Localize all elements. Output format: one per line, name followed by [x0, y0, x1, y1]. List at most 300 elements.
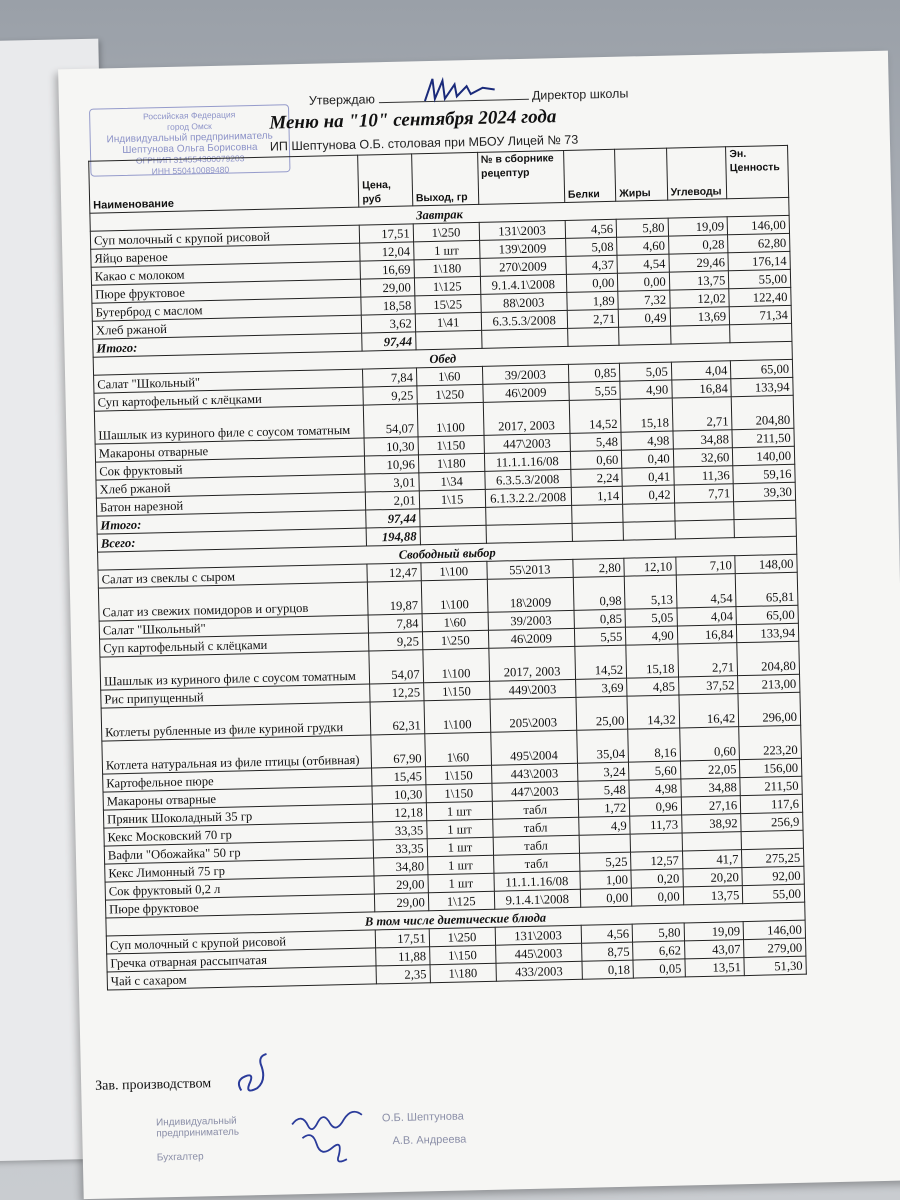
empty-cell [567, 327, 619, 346]
cell-fat: 12,57 [631, 851, 683, 870]
cell-carbs: 19,09 [684, 922, 744, 941]
cell-carbs: 2,71 [672, 397, 732, 431]
cell-output: 1\250 [429, 927, 495, 946]
cell-fat: 0,40 [622, 449, 674, 468]
col-header-output: Выход, гр [411, 152, 478, 205]
col-header-recipe: № в сборнике рецептур [477, 150, 565, 204]
col-header-name: Наименование [89, 155, 359, 213]
col-header-protein: Белки [563, 149, 616, 202]
cell-output: 1\60 [422, 612, 488, 631]
cell-carbs: 16,84 [671, 379, 731, 398]
accountant-label: Бухгалтер [156, 1151, 204, 1164]
cell-recipe: 495\2004 [490, 730, 577, 765]
section-title: Свободный выбор [98, 536, 797, 570]
cell-carbs: 13,75 [683, 886, 743, 905]
cell-name: Хлеб ржаной [92, 315, 362, 339]
empty-cell [734, 518, 796, 537]
empty-cell [572, 504, 624, 523]
cell-output: 1\150 [423, 681, 489, 700]
cell-recipe: табл [493, 853, 580, 873]
empty-cell [674, 502, 734, 521]
cell-fat: 0,49 [618, 308, 670, 327]
cell-name: Котлета натуральная из филе птицы (отбивная) [102, 735, 372, 774]
cell-price: 7,84 [368, 614, 422, 633]
cell-energy: 140,00 [733, 446, 795, 465]
cell-recipe: 131\2003 [479, 220, 566, 240]
cell-recipe: 433/2003 [496, 961, 583, 981]
cell-protein: 4,9 [579, 816, 631, 835]
cell-output: 1\100 [423, 648, 490, 682]
cell-recipe: 11.1.1.16/08 [493, 871, 580, 891]
cell-output: 1\150 [426, 783, 492, 802]
cell-energy: 133,94 [731, 377, 793, 396]
cell-energy: 65,81 [735, 572, 797, 606]
cell-name: Макароны отварные [103, 786, 373, 810]
cell-name: Салат из свежих помидоров и огурцов [98, 582, 368, 621]
cell-recipe: 449\2003 [489, 679, 576, 699]
cell-output: 1\41 [415, 312, 481, 331]
cell-name: Салат "Школьный" [94, 369, 364, 393]
cell-recipe: табл [492, 817, 579, 837]
cell-price: 7,84 [363, 368, 417, 387]
cell-recipe: табл [492, 799, 579, 819]
empty-cell [481, 328, 568, 348]
cell-protein: 1,00 [580, 870, 632, 889]
cell-fat: 15,18 [626, 644, 678, 678]
cell-recipe: 2017, 2003 [483, 400, 570, 435]
production-head-signature [230, 1049, 291, 1100]
cell-protein: 0,00 [580, 888, 632, 907]
cell-carbs: 34,88 [681, 778, 741, 797]
cell-price: 33,35 [373, 839, 427, 858]
cell-energy: 211,50 [732, 428, 794, 447]
ip-label: Индивидуальный предприниматель [155, 1115, 240, 1140]
cell-recipe: 447\2003 [484, 433, 571, 453]
cell-protein: 4,37 [566, 255, 618, 274]
cell-energy: 65,00 [736, 605, 798, 624]
cell-energy: 256,9 [741, 812, 803, 831]
page-title: Меню на "10" сентября 2024 года [269, 106, 557, 134]
col-header-energy: Эн. Ценность [726, 145, 789, 198]
empty-cell [675, 520, 735, 539]
ip-signature [281, 1092, 383, 1169]
cell-price: 10,96 [365, 455, 419, 474]
cell-energy: 71,34 [729, 305, 791, 324]
cell-protein: 14,52 [569, 399, 621, 433]
cell-fat: 7,32 [618, 290, 670, 309]
cell-price: 11,88 [376, 947, 430, 966]
cell-name: Хлеб ржаной [96, 474, 366, 498]
cell-fat: 5,13 [625, 575, 677, 609]
cell-price: 3,01 [365, 473, 419, 492]
cell-price: 29,00 [374, 875, 428, 894]
cell-carbs: 0,28 [668, 235, 728, 254]
empty-cell [485, 505, 572, 525]
cell-recipe: 270\2009 [480, 256, 567, 276]
cell-energy: 65,00 [731, 359, 793, 378]
cell-fat: 0,42 [622, 485, 674, 504]
cell-price: 62,31 [370, 701, 424, 735]
empty-cell [623, 521, 675, 540]
cell-output: 1\250 [422, 630, 488, 649]
cell-fat: 4,60 [617, 236, 669, 255]
cell-carbs: 29,46 [669, 253, 729, 272]
cell-protein: 2,80 [573, 558, 625, 577]
cell-price: 2,01 [366, 491, 420, 510]
cell-fat: 12,10 [624, 557, 676, 576]
cell-recipe: 9.1.4.1\2008 [494, 889, 581, 909]
cell-fat: 5,80 [616, 218, 668, 237]
cell-output: 1\150 [425, 765, 491, 784]
cell-energy: 211,50 [740, 776, 802, 795]
cell-fat: 0,00 [632, 887, 684, 906]
cell-output: 1\125 [414, 276, 480, 295]
section-title: Завтрак [90, 197, 789, 231]
approve-label: Утверждаю [308, 92, 376, 108]
cell-carbs: 27,16 [681, 796, 741, 815]
cell-carbs: 22,05 [680, 760, 740, 779]
cell-energy: 92,00 [742, 866, 804, 885]
cell-output: 1\100 [421, 561, 487, 580]
cell-name: Суп картофельный с клёцками [94, 387, 364, 411]
cell-protein: 8,75 [581, 942, 633, 961]
cell-recipe: 88\2003 [480, 292, 567, 312]
cell-price: 12,18 [373, 803, 427, 822]
cell-fat: 15,18 [621, 398, 673, 432]
director-label: Директор школы [531, 86, 629, 103]
cell-protein: 0,18 [582, 960, 634, 979]
cell-protein: 5,08 [565, 237, 617, 256]
cell-carbs: 4,04 [677, 607, 737, 626]
cell-protein: 5,48 [578, 780, 630, 799]
cell-name: Шашлык из куриного филе с соусом томатным [94, 405, 364, 444]
cell-energy: 279,00 [744, 938, 806, 957]
cell-fat: 0,41 [622, 467, 674, 486]
cell-carbs: 12,02 [669, 289, 729, 308]
cell-recipe: 6.3.5.3/2008 [484, 469, 571, 489]
cell-protein: 5,55 [569, 381, 621, 400]
cell-recipe: 46\2009 [482, 382, 569, 402]
cell-output: 1 шт [428, 873, 494, 892]
cell-energy: 133,94 [737, 623, 799, 642]
empty-cell [415, 330, 481, 349]
cell-name: Салат "Школьный" [99, 615, 369, 639]
cell-name: Бутерброд с маслом [92, 297, 362, 321]
cell-recipe: табл [493, 835, 580, 855]
cell-price: 33,35 [373, 821, 427, 840]
cell-fat: 8,16 [628, 728, 680, 762]
cell-name: Пюре фруктовое [92, 279, 362, 303]
cell-fat: 5,05 [625, 608, 677, 627]
cell-name: Суп молочный с крупой рисовой [106, 930, 376, 954]
cell-name: Шашлык из куриного филе с соусом томатным [100, 651, 370, 690]
empty-cell [670, 325, 730, 344]
cell-recipe: 6.3.5.3/2008 [481, 310, 568, 330]
cell-recipe: 2017, 2003 [488, 646, 575, 681]
cell-energy: 51,30 [744, 956, 806, 975]
cell-energy: 213,00 [738, 674, 800, 693]
cell-recipe: 39/2003 [482, 364, 569, 384]
cell-fat: 0,00 [618, 272, 670, 291]
cell-name: Кекс Лимонный 75 гр [105, 858, 375, 882]
cell-fat: 6,62 [633, 941, 685, 960]
grand-total-value: 194,88 [366, 527, 420, 546]
cell-recipe: 55\2013 [486, 559, 573, 579]
cell-output: 15\25 [415, 294, 481, 313]
cell-price: 3,62 [362, 314, 416, 333]
cell-name: Макароны отварные [95, 438, 365, 462]
cell-fat [630, 833, 682, 852]
cell-protein: 5,55 [574, 627, 626, 646]
cell-price: 67,90 [371, 734, 425, 768]
cell-energy: 62,80 [728, 233, 790, 252]
cell-output: 1\250 [417, 384, 483, 403]
cell-output: 1\150 [429, 945, 495, 964]
cell-name: Вафли "Обожайка" 50 гр [104, 840, 374, 864]
cell-energy: 204,80 [737, 641, 799, 675]
cell-output: 1\15 [419, 489, 485, 508]
cell-recipe: 11.1.1.16/08 [484, 451, 571, 471]
cell-name: Пюре фруктовое [105, 894, 375, 918]
cell-recipe: 447\2003 [491, 781, 578, 801]
cell-fat: 0,96 [630, 797, 682, 816]
menu-table [88, 145, 807, 991]
cell-energy: 156,00 [740, 758, 802, 777]
cell-fat: 5,05 [620, 362, 672, 381]
cell-output: 1 шт [413, 240, 479, 259]
cell-carbs: 7,71 [674, 484, 734, 503]
cell-energy: 55,00 [743, 884, 805, 903]
cell-output: 1\180 [418, 453, 484, 472]
cell-protein: 2,71 [567, 309, 619, 328]
cell-price: 16,69 [360, 260, 414, 279]
cell-price: 54,07 [364, 404, 418, 438]
cell-fat: 0,05 [633, 959, 685, 978]
cell-energy: 122,40 [729, 287, 791, 306]
cell-name: Сок фруктовый 0,2 л [105, 876, 375, 900]
cell-protein: 14,52 [575, 645, 627, 679]
cell-carbs: 32,60 [673, 448, 733, 467]
cell-protein: 1,89 [567, 291, 619, 310]
cell-price: 18,58 [361, 296, 415, 315]
cell-energy: 59,16 [733, 464, 795, 483]
cell-protein: 5,25 [579, 852, 631, 871]
empty-cell [730, 323, 792, 342]
cell-output: 1\150 [418, 435, 484, 454]
cell-price: 29,00 [375, 893, 429, 912]
cell-price: 34,80 [374, 857, 428, 876]
cell-output: 1 шт [427, 837, 493, 856]
lunch-total-label: Итого: [97, 510, 367, 534]
cell-price: 9,25 [363, 386, 417, 405]
cell-recipe: 139\2009 [479, 238, 566, 258]
cell-protein: 4,56 [565, 219, 617, 238]
director-signature [420, 73, 501, 105]
approval-line [309, 84, 629, 107]
empty-cell [572, 522, 624, 541]
cell-protein [579, 834, 631, 853]
cell-output: 1 шт [426, 819, 492, 838]
cell-protein: 0,85 [574, 609, 626, 628]
empty-cell [619, 326, 671, 345]
cell-price: 2,35 [376, 965, 430, 984]
cell-protein: 2,24 [571, 468, 623, 487]
cell-name: Пряник Шоколадный 35 гр [103, 804, 373, 828]
cell-energy: 275,25 [742, 848, 804, 867]
cell-output: 1\180 [430, 963, 496, 982]
cell-output: 1 шт [426, 801, 492, 820]
cell-name: Картофельное пюре [103, 768, 373, 792]
cell-name: Гречка отварная рассыпчатая [107, 948, 377, 972]
cell-energy: 117,6 [741, 794, 803, 813]
cell-carbs: 20,20 [683, 868, 743, 887]
cell-recipe: 205\2003 [490, 697, 577, 732]
empty-cell [486, 523, 573, 543]
cell-energy: 146,00 [727, 215, 789, 234]
section-title: В том числе диетические блюда [106, 902, 805, 936]
cell-recipe: 46\2009 [488, 628, 575, 648]
cell-output: 1\34 [419, 471, 485, 490]
cell-recipe: 6.1.3.2.2./2008 [485, 487, 572, 507]
cell-output: 1\180 [414, 258, 480, 277]
breakfast-total-value: 97,44 [362, 332, 416, 351]
cell-name: Батон нарезной [96, 492, 366, 516]
cell-recipe: 443\2003 [491, 763, 578, 783]
section-title: Обед [93, 341, 792, 375]
cell-name: Суп молочный с крупой рисовой [90, 225, 360, 249]
cell-carbs: 41,7 [682, 850, 742, 869]
cell-fat: 11,73 [630, 815, 682, 834]
ip-name: О.Б. Шептунова [381, 1110, 464, 1125]
cell-output: 1 шт [427, 855, 493, 874]
cell-protein: 0,98 [573, 576, 625, 610]
cell-protein: 3,69 [575, 678, 627, 697]
grand-total-label: Всего: [97, 528, 367, 552]
cell-fat: 5,60 [629, 761, 681, 780]
cell-name: Какао с молоком [91, 261, 361, 285]
cell-carbs [682, 832, 742, 851]
cell-carbs: 19,09 [668, 217, 728, 236]
cell-output: 1\100 [417, 402, 484, 436]
cell-carbs: 11,36 [673, 466, 733, 485]
cell-recipe: 9.1.4.1\2008 [480, 274, 567, 294]
cell-carbs: 13,51 [685, 958, 745, 977]
cell-name: Котлеты рубленные из филе куриной грудки [101, 702, 371, 741]
cell-carbs: 4,54 [676, 574, 736, 608]
cell-carbs: 4,04 [671, 361, 731, 380]
cell-recipe: 445\2003 [495, 943, 582, 963]
cell-energy: 146,00 [743, 920, 805, 939]
cell-energy: 204,80 [731, 395, 793, 429]
cell-name: Кекс Московский 70 гр [104, 822, 374, 846]
cell-carbs: 13,69 [670, 307, 730, 326]
cell-recipe: 39/2003 [488, 610, 575, 630]
ip-stamp: Российская Федерация город Омск Индивидуальный предприниматель Шептунова Ольга Борисовна ОГРНИП 314554300079203 ИНН 550410089480 [89, 104, 290, 177]
cell-fat: 4,54 [617, 254, 669, 273]
cell-carbs: 38,92 [681, 814, 741, 833]
cell-name: Суп картофельный с клёцками [100, 633, 370, 657]
empty-cell [420, 525, 486, 544]
cell-carbs: 16,84 [677, 625, 737, 644]
cell-carbs: 43,07 [684, 940, 744, 959]
empty-cell [734, 500, 796, 519]
cell-name: Рис припущенный [101, 684, 371, 708]
cell-energy: 223,20 [739, 725, 801, 759]
cell-price: 54,07 [369, 650, 423, 684]
cell-energy [741, 830, 803, 849]
cell-output: 1\250 [413, 222, 479, 241]
cell-energy: 176,14 [728, 251, 790, 270]
cell-carbs: 2,71 [677, 643, 737, 677]
cell-protein: 5,48 [570, 432, 622, 451]
cell-recipe: 18\2009 [487, 577, 574, 612]
menu-table-body [90, 197, 806, 990]
empty-cell [623, 503, 675, 522]
cell-name: Яйцо вареное [91, 243, 361, 267]
cell-fat: 0,20 [631, 869, 683, 888]
cell-carbs: 13,75 [669, 271, 729, 290]
cell-output: 1\60 [416, 366, 482, 385]
cell-recipe: 131\2003 [495, 925, 582, 945]
cell-price: 12,47 [367, 563, 421, 582]
cell-protein: 35,04 [577, 729, 629, 763]
cell-price: 12,25 [370, 683, 424, 702]
col-header-price: Цена, руб [358, 154, 413, 207]
cell-carbs: 16,42 [679, 694, 739, 728]
cell-output: 1\125 [428, 891, 494, 910]
lunch-total-value: 97,44 [366, 509, 420, 528]
cell-protein: 4,56 [581, 924, 633, 943]
cell-price: 17,51 [360, 224, 414, 243]
cell-energy: 39,30 [733, 482, 795, 501]
cell-name: Салат из свеклы с сыром [98, 564, 368, 588]
director-signature-line [378, 87, 528, 103]
cell-fat: 4,85 [627, 677, 679, 696]
cell-price: 29,00 [361, 278, 415, 297]
accountant-name: А.В. Андреева [392, 1133, 467, 1148]
cell-name: Чай с сахаром [107, 966, 377, 990]
cell-price: 10,30 [372, 785, 426, 804]
cell-fat: 4,98 [621, 431, 673, 450]
cell-protein: 1,72 [578, 798, 630, 817]
cell-carbs: 34,88 [673, 430, 733, 449]
cell-carbs: 37,52 [678, 676, 738, 695]
cell-protein: 0,85 [568, 363, 620, 382]
cell-energy: 55,00 [729, 269, 791, 288]
menu-document [58, 51, 900, 1200]
cell-protein: 25,00 [576, 696, 628, 730]
cell-fat: 4,98 [629, 779, 681, 798]
cell-price: 19,87 [368, 581, 422, 615]
breakfast-total-label: Итого: [93, 333, 363, 357]
cell-output: 1\100 [421, 579, 488, 613]
cell-price: 10,30 [364, 437, 418, 456]
cell-protein: 1,14 [571, 486, 623, 505]
cell-protein: 0,00 [566, 273, 618, 292]
cell-fat: 4,90 [620, 380, 672, 399]
cell-protein: 0,60 [570, 450, 622, 469]
cell-fat: 14,32 [627, 695, 679, 729]
organization-line: ИП Шептунова О.Б. столовая при МБОУ Лицей № 73 [269, 132, 579, 154]
cell-name: Сок фруктовый [96, 456, 366, 480]
production-head-label: Зав. производством [95, 1076, 212, 1094]
cell-carbs: 0,60 [679, 727, 739, 761]
cell-price: 9,25 [369, 632, 423, 651]
cell-carbs: 7,10 [675, 556, 735, 575]
cell-price: 17,51 [376, 929, 430, 948]
cell-energy: 148,00 [735, 554, 797, 573]
col-header-fat: Жиры [615, 148, 668, 201]
